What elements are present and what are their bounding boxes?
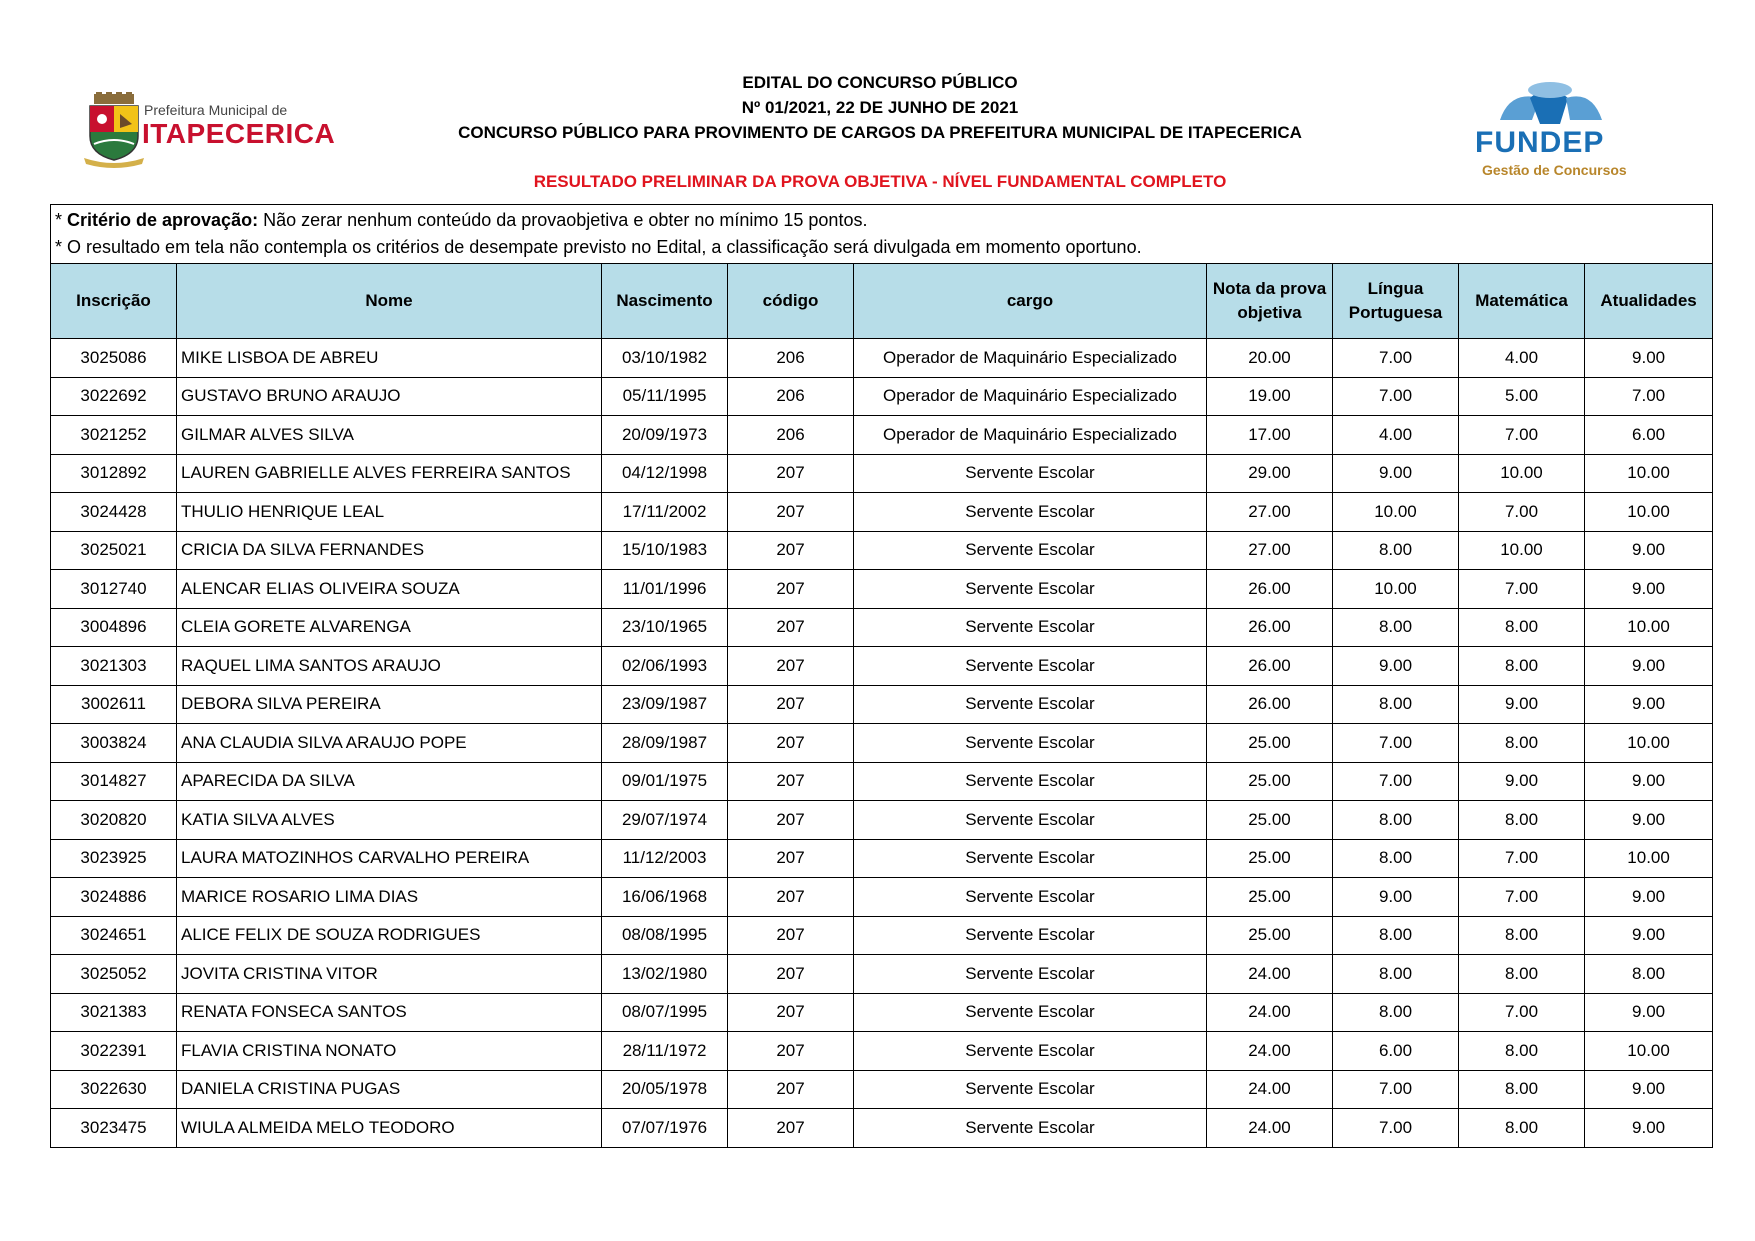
atualidades-cell: 7.00 — [1585, 377, 1713, 416]
codigo-cell: 207 — [728, 878, 854, 917]
nascimento-cell: 11/12/2003 — [602, 839, 728, 878]
nome-cell: MIKE LISBOA DE ABREU — [177, 339, 602, 378]
nome-cell: THULIO HENRIQUE LEAL — [177, 493, 602, 532]
inscricao-cell: 3020820 — [51, 801, 177, 840]
codigo-cell: 207 — [728, 916, 854, 955]
nascimento-cell: 09/01/1975 — [602, 762, 728, 801]
matematica-cell: 8.00 — [1459, 955, 1585, 994]
lingua-portuguesa-cell: 4.00 — [1333, 416, 1459, 455]
matematica-cell: 7.00 — [1459, 839, 1585, 878]
matematica-cell: 7.00 — [1459, 878, 1585, 917]
nota-objetiva-cell: 26.00 — [1207, 570, 1333, 609]
nome-cell: LAURA MATOZINHOS CARVALHO PEREIRA — [177, 839, 602, 878]
nome-cell: DANIELA CRISTINA PUGAS — [177, 1070, 602, 1109]
nome-cell: LAUREN GABRIELLE ALVES FERREIRA SANTOS — [177, 454, 602, 493]
matematica-cell: 9.00 — [1459, 685, 1585, 724]
inscricao-cell: 3023925 — [51, 839, 177, 878]
matematica-cell: 8.00 — [1459, 608, 1585, 647]
approval-criteria-label: Critério de aprovação: — [67, 210, 259, 230]
lingua-portuguesa-cell: 8.00 — [1333, 801, 1459, 840]
nota-objetiva-cell: 25.00 — [1207, 916, 1333, 955]
inscricao-cell: 3004896 — [51, 608, 177, 647]
header-line-1: EDITAL DO CONCURSO PÚBLICO — [742, 73, 1018, 92]
column-header-lingua-portuguesa: Língua Portuguesa — [1333, 264, 1459, 339]
inscricao-cell: 3021252 — [51, 416, 177, 455]
nascimento-cell: 23/10/1965 — [602, 608, 728, 647]
prefeitura-label: Prefeitura Municipal de — [144, 102, 288, 118]
cargo-cell: Servente Escolar — [854, 685, 1207, 724]
lingua-portuguesa-cell: 7.00 — [1333, 339, 1459, 378]
inscricao-cell: 3025086 — [51, 339, 177, 378]
nome-cell: MARICE ROSARIO LIMA DIAS — [177, 878, 602, 917]
inscricao-cell: 3024651 — [51, 916, 177, 955]
nascimento-cell: 08/07/1995 — [602, 993, 728, 1032]
cargo-cell: Servente Escolar — [854, 570, 1207, 609]
nome-cell: APARECIDA DA SILVA — [177, 762, 602, 801]
table-row — [51, 1070, 1713, 1109]
atualidades-cell: 10.00 — [1585, 724, 1713, 763]
inscricao-cell: 3025052 — [51, 955, 177, 994]
column-header-cargo: cargo — [854, 264, 1207, 339]
matematica-cell: 7.00 — [1459, 416, 1585, 455]
inscricao-cell: 3003824 — [51, 724, 177, 763]
nota-objetiva-cell: 24.00 — [1207, 1109, 1333, 1148]
inscricao-cell: 3024886 — [51, 878, 177, 917]
atualidades-cell: 9.00 — [1585, 531, 1713, 570]
cargo-cell: Servente Escolar — [854, 1070, 1207, 1109]
cargo-cell: Operador de Maquinário Especializado — [854, 339, 1207, 378]
edital-header — [380, 70, 1380, 145]
nome-cell: WIULA ALMEIDA MELO TEODORO — [177, 1109, 602, 1148]
inscricao-cell: 3002611 — [51, 685, 177, 724]
nome-cell: FLAVIA CRISTINA NONATO — [177, 1032, 602, 1071]
prefeitura-logo — [82, 92, 336, 172]
nome-cell: CRICIA DA SILVA FERNANDES — [177, 531, 602, 570]
matematica-cell: 10.00 — [1459, 454, 1585, 493]
inscricao-cell: 3012740 — [51, 570, 177, 609]
cargo-cell: Servente Escolar — [854, 493, 1207, 532]
nascimento-cell: 15/10/1983 — [602, 531, 728, 570]
nome-cell: ANA CLAUDIA SILVA ARAUJO POPE — [177, 724, 602, 763]
atualidades-cell: 6.00 — [1585, 416, 1713, 455]
matematica-cell: 9.00 — [1459, 762, 1585, 801]
column-header-nota-objetiva: Nota da prova objetiva — [1207, 264, 1333, 339]
nascimento-cell: 02/06/1993 — [602, 647, 728, 686]
cargo-cell: Servente Escolar — [854, 993, 1207, 1032]
table-row — [51, 1032, 1713, 1071]
matematica-cell: 7.00 — [1459, 570, 1585, 609]
codigo-cell: 207 — [728, 1032, 854, 1071]
lingua-portuguesa-cell: 7.00 — [1333, 762, 1459, 801]
cargo-cell: Operador de Maquinário Especializado — [854, 416, 1207, 455]
cargo-cell: Servente Escolar — [854, 531, 1207, 570]
lingua-portuguesa-cell: 7.00 — [1333, 377, 1459, 416]
nome-cell: JOVITA CRISTINA VITOR — [177, 955, 602, 994]
fundep-wordmark: FUNDEP — [1475, 126, 1605, 159]
cargo-cell: Servente Escolar — [854, 916, 1207, 955]
codigo-cell: 206 — [728, 339, 854, 378]
atualidades-cell: 9.00 — [1585, 801, 1713, 840]
lingua-portuguesa-cell: 8.00 — [1333, 955, 1459, 994]
atualidades-cell: 10.00 — [1585, 493, 1713, 532]
table-body — [51, 339, 1713, 1148]
codigo-cell: 206 — [728, 377, 854, 416]
nascimento-cell: 17/11/2002 — [602, 493, 728, 532]
inscricao-cell: 3022630 — [51, 1070, 177, 1109]
nota-objetiva-cell: 26.00 — [1207, 608, 1333, 647]
nota-objetiva-cell: 26.00 — [1207, 647, 1333, 686]
nota-objetiva-cell: 27.00 — [1207, 493, 1333, 532]
header-line-3: CONCURSO PÚBLICO PARA PROVIMENTO DE CARGOS DA PREFEITURA MUNICIPAL DE ITAPECERICA — [458, 123, 1302, 142]
nascimento-cell: 16/06/1968 — [602, 878, 728, 917]
matematica-cell: 5.00 — [1459, 377, 1585, 416]
codigo-cell: 207 — [728, 647, 854, 686]
column-header-codigo: código — [728, 264, 854, 339]
nota-objetiva-cell: 20.00 — [1207, 339, 1333, 378]
table-row — [51, 878, 1713, 917]
matematica-cell: 8.00 — [1459, 1032, 1585, 1071]
codigo-cell: 207 — [728, 762, 854, 801]
matematica-cell: 8.00 — [1459, 647, 1585, 686]
nome-cell: ALENCAR ELIAS OLIVEIRA SOUZA — [177, 570, 602, 609]
atualidades-cell: 10.00 — [1585, 608, 1713, 647]
lingua-portuguesa-cell: 8.00 — [1333, 839, 1459, 878]
nota-objetiva-cell: 24.00 — [1207, 1070, 1333, 1109]
nota-objetiva-cell: 24.00 — [1207, 955, 1333, 994]
nota-objetiva-cell: 24.00 — [1207, 1032, 1333, 1071]
cargo-cell: Servente Escolar — [854, 801, 1207, 840]
nome-cell: KATIA SILVA ALVES — [177, 801, 602, 840]
cargo-cell: Servente Escolar — [854, 608, 1207, 647]
column-header-inscricao: Inscrição — [51, 264, 177, 339]
codigo-cell: 207 — [728, 839, 854, 878]
table-row — [51, 454, 1713, 493]
cargo-cell: Servente Escolar — [854, 878, 1207, 917]
inscricao-cell: 3021383 — [51, 993, 177, 1032]
codigo-cell: 207 — [728, 608, 854, 647]
header-line-2: Nº 01/2021, 22 DE JUNHO DE 2021 — [741, 98, 1019, 117]
matematica-cell: 8.00 — [1459, 916, 1585, 955]
itapecerica-wordmark: ITAPECERICA — [142, 118, 336, 149]
atualidades-cell: 9.00 — [1585, 1109, 1713, 1148]
table-row — [51, 647, 1713, 686]
codigo-cell: 207 — [728, 724, 854, 763]
inscricao-cell: 3014827 — [51, 762, 177, 801]
nota-objetiva-cell: 27.00 — [1207, 531, 1333, 570]
nome-cell: GUSTAVO BRUNO ARAUJO — [177, 377, 602, 416]
nota-objetiva-cell: 25.00 — [1207, 801, 1333, 840]
nota-objetiva-cell: 25.00 — [1207, 762, 1333, 801]
nascimento-cell: 08/08/1995 — [602, 916, 728, 955]
nascimento-cell: 28/11/1972 — [602, 1032, 728, 1071]
notes-cell — [51, 205, 1713, 264]
table-row — [51, 339, 1713, 378]
table-row — [51, 531, 1713, 570]
nascimento-cell: 20/05/1978 — [602, 1070, 728, 1109]
lingua-portuguesa-cell: 7.00 — [1333, 724, 1459, 763]
lingua-portuguesa-cell: 8.00 — [1333, 531, 1459, 570]
codigo-cell: 207 — [728, 570, 854, 609]
nota-objetiva-cell: 25.00 — [1207, 839, 1333, 878]
lingua-portuguesa-cell: 8.00 — [1333, 608, 1459, 647]
result-title: RESULTADO PRELIMINAR DA PROVA OBJETIVA - NÍVEL FUNDAMENTAL COMPLETO — [533, 172, 1227, 191]
matematica-cell: 8.00 — [1459, 1070, 1585, 1109]
atualidades-cell: 9.00 — [1585, 570, 1713, 609]
atualidades-cell: 10.00 — [1585, 454, 1713, 493]
nascimento-cell: 29/07/1974 — [602, 801, 728, 840]
matematica-cell: 4.00 — [1459, 339, 1585, 378]
nascimento-cell: 07/07/1976 — [602, 1109, 728, 1148]
cargo-cell: Servente Escolar — [854, 839, 1207, 878]
column-header-nascimento: Nascimento — [602, 264, 728, 339]
lingua-portuguesa-cell: 9.00 — [1333, 454, 1459, 493]
atualidades-cell: 9.00 — [1585, 647, 1713, 686]
matematica-cell: 10.00 — [1459, 531, 1585, 570]
table-row — [51, 1109, 1713, 1148]
codigo-cell: 207 — [728, 1070, 854, 1109]
codigo-cell: 207 — [728, 801, 854, 840]
cargo-cell: Servente Escolar — [854, 454, 1207, 493]
inscricao-cell: 3022391 — [51, 1032, 177, 1071]
atualidades-cell: 9.00 — [1585, 916, 1713, 955]
cargo-cell: Servente Escolar — [854, 647, 1207, 686]
table-row — [51, 377, 1713, 416]
fundep-logo — [1470, 80, 1630, 180]
codigo-cell: 207 — [728, 454, 854, 493]
cargo-cell: Servente Escolar — [854, 762, 1207, 801]
codigo-cell: 207 — [728, 531, 854, 570]
table-row — [51, 955, 1713, 994]
table-row — [51, 724, 1713, 763]
nota-objetiva-cell: 25.00 — [1207, 724, 1333, 763]
atualidades-cell: 8.00 — [1585, 955, 1713, 994]
table-row — [51, 685, 1713, 724]
nascimento-cell: 04/12/1998 — [602, 454, 728, 493]
table-row — [51, 416, 1713, 455]
table-row — [51, 839, 1713, 878]
nome-cell: GILMAR ALVES SILVA — [177, 416, 602, 455]
inscricao-cell: 3024428 — [51, 493, 177, 532]
matematica-cell: 7.00 — [1459, 993, 1585, 1032]
inscricao-cell: 3023475 — [51, 1109, 177, 1148]
lingua-portuguesa-cell: 8.00 — [1333, 916, 1459, 955]
notes-row — [51, 205, 1713, 264]
atualidades-cell: 9.00 — [1585, 762, 1713, 801]
nota-objetiva-cell: 25.00 — [1207, 878, 1333, 917]
nota-objetiva-cell: 19.00 — [1207, 377, 1333, 416]
codigo-cell: 207 — [728, 955, 854, 994]
nascimento-cell: 13/02/1980 — [602, 955, 728, 994]
lingua-portuguesa-cell: 10.00 — [1333, 493, 1459, 532]
nota-objetiva-cell: 17.00 — [1207, 416, 1333, 455]
fundep-tagline: Gestão de Concursos — [1482, 162, 1627, 178]
nome-cell: RAQUEL LIMA SANTOS ARAUJO — [177, 647, 602, 686]
column-header-atualidades: Atualidades — [1585, 264, 1713, 339]
nascimento-cell: 03/10/1982 — [602, 339, 728, 378]
nota-objetiva-cell: 24.00 — [1207, 993, 1333, 1032]
matematica-cell: 8.00 — [1459, 1109, 1585, 1148]
codigo-cell: 207 — [728, 1109, 854, 1148]
inscricao-cell: 3022692 — [51, 377, 177, 416]
lingua-portuguesa-cell: 9.00 — [1333, 647, 1459, 686]
atualidades-cell: 10.00 — [1585, 1032, 1713, 1071]
nome-cell: ALICE FELIX DE SOUZA RODRIGUES — [177, 916, 602, 955]
table-header-row — [51, 264, 1713, 339]
table-row — [51, 801, 1713, 840]
matematica-cell: 8.00 — [1459, 801, 1585, 840]
fundep-symbol-icon — [1470, 80, 1630, 130]
lingua-portuguesa-cell: 8.00 — [1333, 993, 1459, 1032]
lingua-portuguesa-cell: 6.00 — [1333, 1032, 1459, 1071]
table-row — [51, 570, 1713, 609]
table-row — [51, 916, 1713, 955]
inscricao-cell: 3012892 — [51, 454, 177, 493]
nome-cell: RENATA FONSECA SANTOS — [177, 993, 602, 1032]
lingua-portuguesa-cell: 8.00 — [1333, 685, 1459, 724]
tiebreak-note: * O resultado em tela não contempla os critérios de desempate previsto no Edital, a classificação será divulgada em momento oportuno. — [55, 237, 1142, 257]
nascimento-cell: 28/09/1987 — [602, 724, 728, 763]
codigo-cell: 207 — [728, 493, 854, 532]
atualidades-cell: 9.00 — [1585, 993, 1713, 1032]
codigo-cell: 207 — [728, 993, 854, 1032]
approval-criteria-note: * Critério de aprovação: Não zerar nenhum conteúdo da provaobjetiva e obter no mínimo 15 pontos. — [55, 210, 868, 230]
lingua-portuguesa-cell: 9.00 — [1333, 878, 1459, 917]
lingua-portuguesa-cell: 7.00 — [1333, 1070, 1459, 1109]
cargo-cell: Servente Escolar — [854, 724, 1207, 763]
nascimento-cell: 05/11/1995 — [602, 377, 728, 416]
cargo-cell: Operador de Maquinário Especializado — [854, 377, 1207, 416]
atualidades-cell: 9.00 — [1585, 1070, 1713, 1109]
results-table — [50, 204, 1713, 1148]
codigo-cell: 206 — [728, 416, 854, 455]
nascimento-cell: 23/09/1987 — [602, 685, 728, 724]
table-row — [51, 993, 1713, 1032]
nome-cell: CLEIA GORETE ALVARENGA — [177, 608, 602, 647]
table-row — [51, 608, 1713, 647]
atualidades-cell: 9.00 — [1585, 878, 1713, 917]
nascimento-cell: 11/01/1996 — [602, 570, 728, 609]
atualidades-cell: 10.00 — [1585, 839, 1713, 878]
atualidades-cell: 9.00 — [1585, 685, 1713, 724]
cargo-cell: Servente Escolar — [854, 1032, 1207, 1071]
column-header-nome: Nome — [177, 264, 602, 339]
atualidades-cell: 9.00 — [1585, 339, 1713, 378]
nota-objetiva-cell: 29.00 — [1207, 454, 1333, 493]
codigo-cell: 207 — [728, 685, 854, 724]
matematica-cell: 8.00 — [1459, 724, 1585, 763]
cargo-cell: Servente Escolar — [854, 1109, 1207, 1148]
nota-objetiva-cell: 26.00 — [1207, 685, 1333, 724]
inscricao-cell: 3025021 — [51, 531, 177, 570]
inscricao-cell: 3021303 — [51, 647, 177, 686]
cargo-cell: Servente Escolar — [854, 955, 1207, 994]
matematica-cell: 7.00 — [1459, 493, 1585, 532]
column-header-matematica: Matemática — [1459, 264, 1585, 339]
lingua-portuguesa-cell: 10.00 — [1333, 570, 1459, 609]
lingua-portuguesa-cell: 7.00 — [1333, 1109, 1459, 1148]
table-row — [51, 493, 1713, 532]
nome-cell: DEBORA SILVA PEREIRA — [177, 685, 602, 724]
table-row — [51, 762, 1713, 801]
nascimento-cell: 20/09/1973 — [602, 416, 728, 455]
